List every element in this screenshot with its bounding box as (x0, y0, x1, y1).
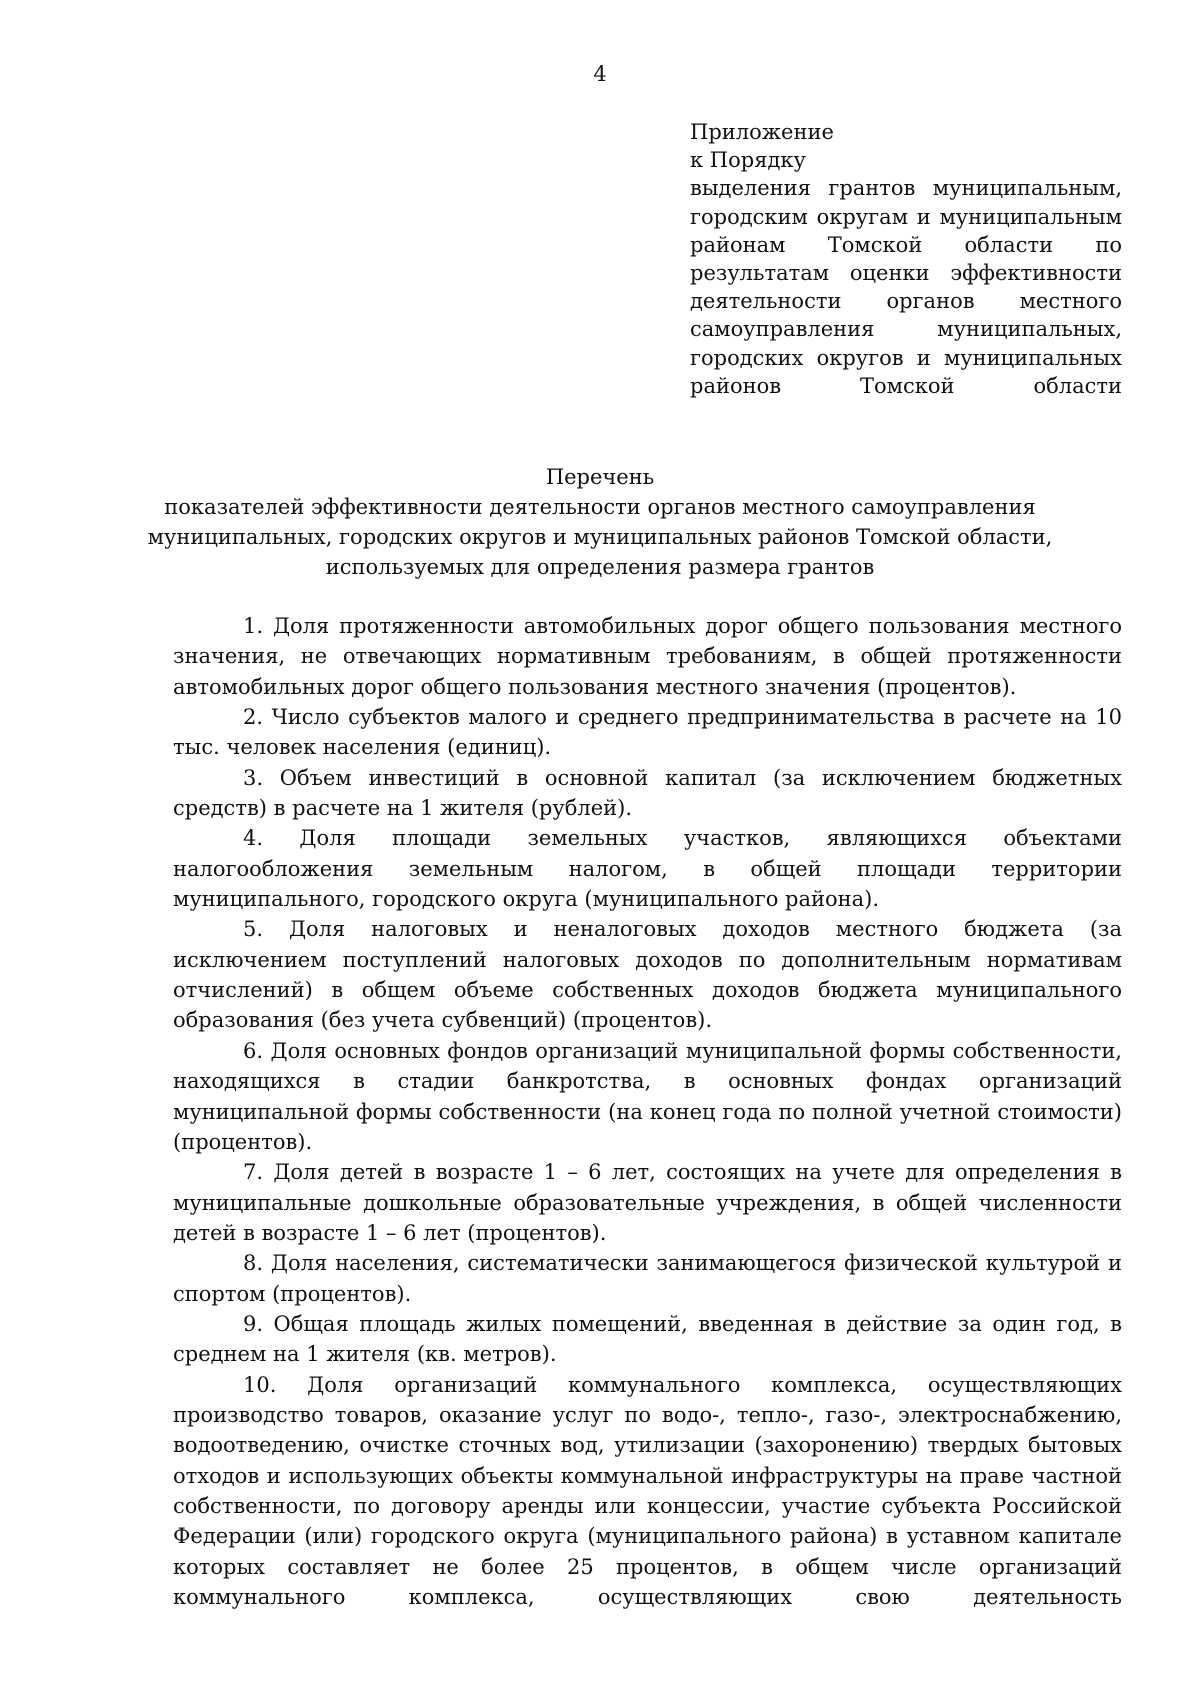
title-line-1: показателей эффективности деятельности органов местного самоуправления (164, 495, 1036, 519)
title-heading: Перечень (545, 465, 655, 489)
page-number: 4 (593, 62, 607, 86)
appendix-text: выделения грантов муниципальным, городским округам и муниципальным районам Томской области по результатам оценки эффективности деятельности органов местного самоуправления муниципальных, городских округов и муниципальных районов Томской области (690, 176, 1122, 398)
list-item: 4. Доля площади земельных участков, являющихся объектами налогообложения земельным налогом, в общей площади территории муниципального, городского округа (муниципального района). (173, 826, 1122, 912)
indicator-list (173, 611, 1122, 1612)
list-item: 9. Общая площадь жилых помещений, введенная в действие за один год, в среднем на 1 жителя (кв. метров). (173, 1311, 1122, 1367)
appendix-reference: к Порядку (690, 148, 806, 173)
list-item: 8. Доля населения, систематически занимающегося физической культурой и спортом (процентов). (173, 1251, 1122, 1306)
list-item: 1. Доля протяженности автомобильных дорог общего пользования местного значения, не отвечающих нормативным требованиям, в общей протяженности автомобильных дорог общего пользования местного значения (процентов). (173, 614, 1122, 699)
list-item: 3. Объем инвестиций в основной капитал (за исключением бюджетных средств) в расчете на 1 жителя (рублей). (173, 765, 1122, 821)
document-title (0, 462, 1200, 582)
list-item: 5. Доля налоговых и неналоговых доходов местного бюджета (за исключением поступлений налоговых доходов по дополнительным нормативам отчислений) в общем объеме собственных доходов бюджета муниципального образования (без учета субвенций) (процентов). (173, 917, 1122, 1033)
list-item: 10. Доля организаций коммунального комплекса, осуществляющих производство товаров, оказание услуг по водо-, тепло-, газо-, электроснабжению, водоотведению, очистке сточных вод, утилизации (захоронению) твердых бытовых отходов и использующих объекты коммунальной инфраструктуры на праве частной собственности, по договору аренды или концессии, участие субъекта Российской Федерации (или) городского округа (муниципального района) в уставном капитале которых составляет не более 25 процентов, в общем числе организаций коммунального комплекса, осуществляющих свою деятельность (173, 1372, 1122, 1609)
list-item: 7. Доля детей в возрасте 1 – 6 лет, состоящих на учете для определения в муниципальные дошкольные образовательные учреждения, в общей численности детей в возрасте 1 – 6 лет (процентов). (173, 1160, 1122, 1245)
list-item: 6. Доля основных фондов организаций муниципальной формы собственности, находящихся в стадии банкротства, в основных фондах организаций муниципальной формы собственности (на конец года по полной учетной стоимости) (процентов). (173, 1038, 1122, 1154)
title-line-2: муниципальных, городских округов и муниципальных районов Томской области, (147, 525, 1053, 549)
list-item: 2. Число субъектов малого и среднего предпринимательства в расчете на 10 тыс. человек населения (единиц). (173, 705, 1122, 760)
title-line-3: используемых для определения размера грантов (325, 555, 875, 579)
appendix-block (690, 118, 1122, 400)
appendix-label: Приложение (690, 120, 834, 144)
